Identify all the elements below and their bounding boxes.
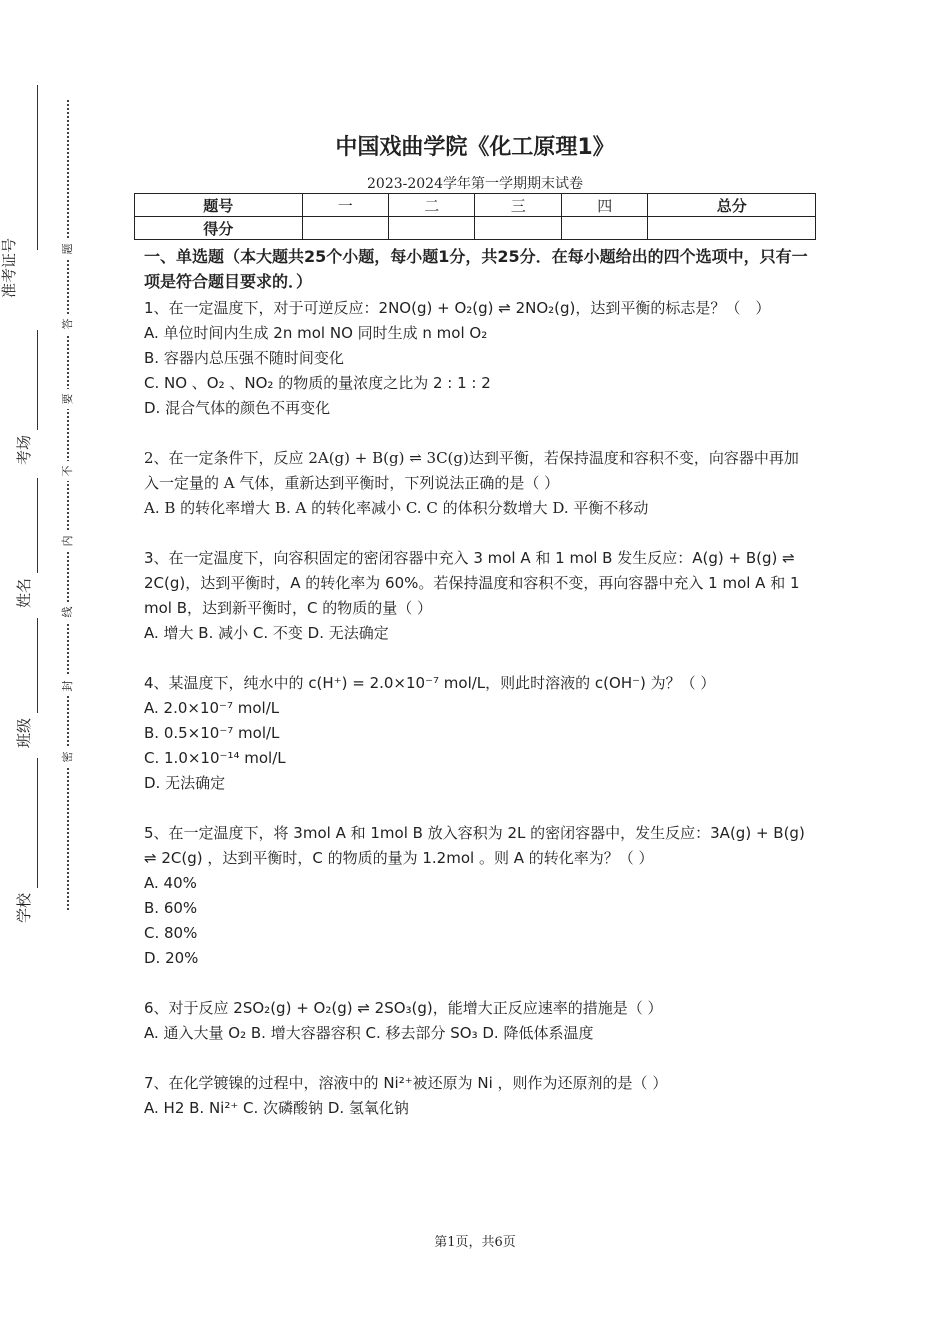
seal-char: 内 <box>59 531 77 551</box>
table-cell: 四 <box>561 194 647 217</box>
question-stem: 7、在化学镀镍的过程中，溶液中的 Ni²⁺被还原为 Ni ，则作为还原剂的是（ ） <box>144 1074 668 1092</box>
class-label: 班级 <box>15 717 33 748</box>
table-row <box>135 217 816 240</box>
binding-line <box>37 758 38 888</box>
score-cell[interactable] <box>302 217 388 240</box>
table-row <box>135 194 816 217</box>
question-stem: 5、在一定温度下，将 3mol A 和 1mol B 放入容积为 2L 的密闭容器中，发生反应：3A(g) + B(g) ⇌ 2C(g) ，达到平衡时，C 的物质的量为 1.2mol 。则 A 的转化率为？（ ） <box>144 824 805 867</box>
seal-char: 不 <box>59 461 77 481</box>
seal-char: 封 <box>59 676 77 696</box>
exam-content <box>144 244 812 1121</box>
binding-line <box>37 330 38 430</box>
seal-char: 答 <box>59 314 77 334</box>
page-footer: 第1页，共6页 <box>434 1235 516 1250</box>
question-option: A. H2 B. Ni²⁺ C. 次磷酸钠 D. 氢氧化钠 <box>144 1099 409 1117</box>
table-cell: 一 <box>302 194 388 217</box>
question-stem: 2、在一定条件下，反应 2A(g) + B(g) ⇌ 3C(g)达到平衡，若保持温度和容积不变，向容器中再加入一定量的 A 气体，重新达到平衡时，下列说法正确的是（ ） <box>144 449 799 492</box>
score-cell[interactable] <box>648 217 816 240</box>
question-option: A. 2.0×10⁻⁷ mol/L <box>144 699 280 717</box>
question-option: A. 单位时间内生成 2n mol NO 同时生成 n mol O₂ <box>144 324 488 342</box>
table-cell: 二 <box>388 194 474 217</box>
binding-line <box>37 85 38 250</box>
question-option: A. B 的转化率增大 B. A 的转化率减小 C. C 的体积分数增大 D. 平衡不移动 <box>144 499 649 517</box>
seal-char: 要 <box>59 389 77 409</box>
question-stem: 1、在一定温度下，对于可逆反应：2NO(g) + O₂(g) ⇌ 2NO₂(g)，达到平衡的标志是？（ ） <box>144 299 771 317</box>
question-stem: 4、某温度下，纯水中的 c(H⁺) = 2.0×10⁻⁷ mol/L，则此时溶液的 c(OH⁻) 为？（ ） <box>144 674 716 692</box>
question-option: C. 1.0×10⁻¹⁴ mol/L <box>144 749 286 767</box>
question-1 <box>144 296 812 421</box>
exam-id-label: 准考证号 <box>0 237 18 298</box>
question-7 <box>144 1071 812 1121</box>
question-option: A. 通入大量 O₂ B. 增大容器容积 C. 移去部分 SO₃ D. 降低体系温度 <box>144 1024 594 1042</box>
question-option: B. 0.5×10⁻⁷ mol/L <box>144 724 280 742</box>
question-option: D. 20% <box>144 949 199 967</box>
binding-line <box>37 618 38 713</box>
seal-dotted-line <box>67 100 69 910</box>
seal-char: 密 <box>59 747 77 767</box>
question-5 <box>144 821 812 971</box>
question-option: C. 80% <box>144 924 198 942</box>
binding-line <box>37 478 38 573</box>
exam-room-label: 考场 <box>15 434 33 465</box>
question-option: B. 60% <box>144 899 198 917</box>
question-option: C. NO 、O₂ 、NO₂ 的物质的量浓度之比为 2 : 1 : 2 <box>144 374 491 392</box>
question-stem: 3、在一定温度下，向容积固定的密闭容器中充入 3 mol A 和 1 mol B 发生反应：A(g) + B(g) ⇌ 2C(g)，达到平衡时，A 的转化率为 60%。若保持温度和容积不变，再向容器中充入 1 mol A 和 1 mol B，达到新平衡时，C 的物质的量（ ） <box>144 549 800 617</box>
question-3 <box>144 546 812 646</box>
seal-char: 线 <box>59 602 77 622</box>
score-cell[interactable] <box>388 217 474 240</box>
seal-char: 题 <box>59 239 77 259</box>
question-option: A. 40% <box>144 874 197 892</box>
score-cell[interactable] <box>475 217 561 240</box>
question-option: A. 增大 B. 减小 C. 不变 D. 无法确定 <box>144 624 389 642</box>
table-cell: 总分 <box>648 194 816 217</box>
section-heading: 一、单选题（本大题共25个小题，每小题1分，共25分．在每小题给出的四个选项中，只有一项是符合题目要求的．） <box>144 247 808 291</box>
table-cell: 三 <box>475 194 561 217</box>
score-cell[interactable] <box>561 217 647 240</box>
table-cell: 题号 <box>135 194 303 217</box>
question-6 <box>144 996 812 1046</box>
question-2 <box>144 446 812 521</box>
exam-subtitle: 2023-2024学年第一学期期末试卷 <box>367 176 583 192</box>
exam-title: 中国戏曲学院《化工原理1》 <box>335 135 615 160</box>
school-label: 学校 <box>15 892 33 923</box>
question-option: D. 混合气体的颜色不再变化 <box>144 399 331 417</box>
name-label: 姓名 <box>15 577 33 608</box>
question-option: B. 容器内总压强不随时间变化 <box>144 349 344 367</box>
question-4 <box>144 671 812 796</box>
table-cell: 得分 <box>135 217 303 240</box>
question-stem: 6、对于反应 2SO₂(g) + O₂(g) ⇌ 2SO₃(g)，能增大正反应速率的措施是（ ） <box>144 999 663 1017</box>
score-table <box>134 193 816 240</box>
question-option: D. 无法确定 <box>144 774 226 792</box>
